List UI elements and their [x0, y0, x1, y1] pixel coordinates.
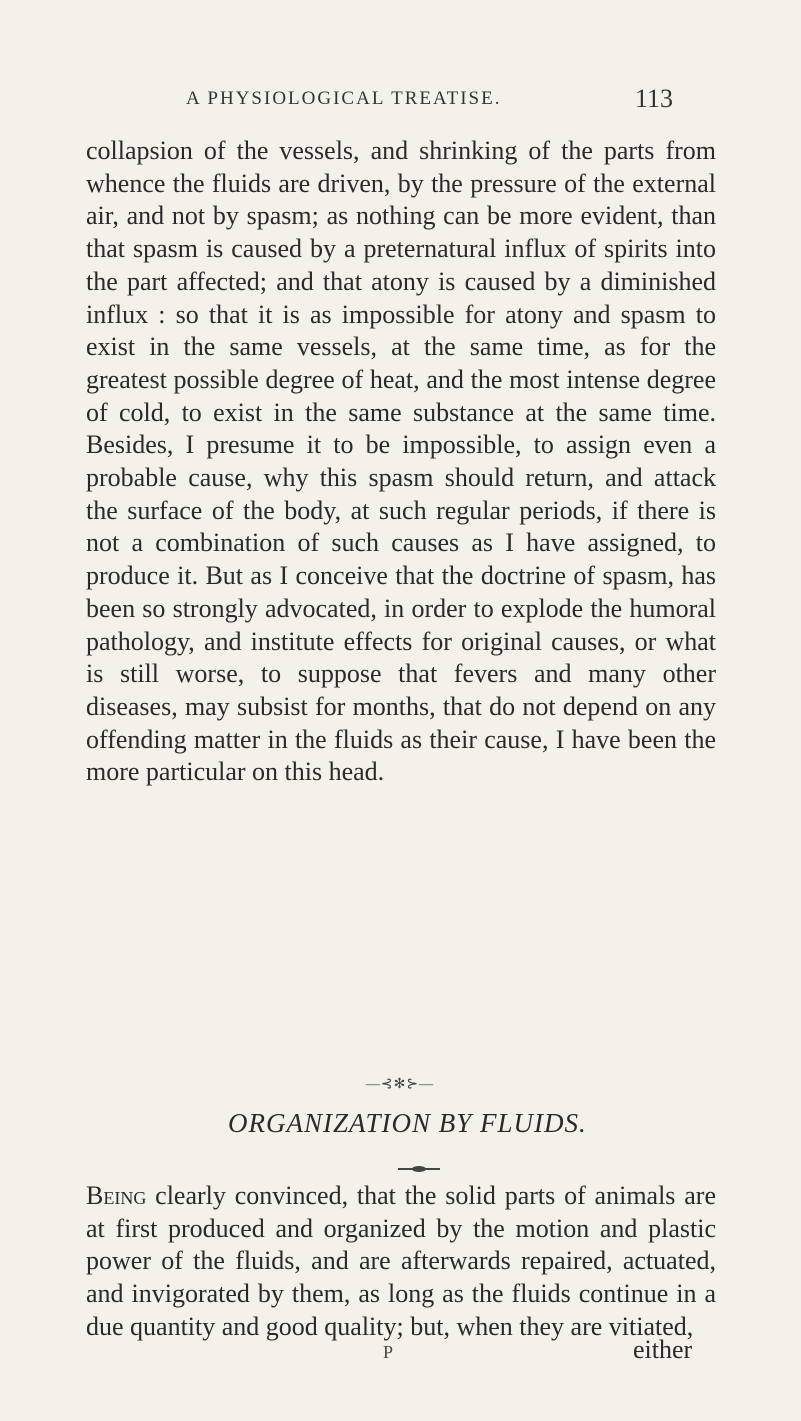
catchword: either — [633, 1335, 693, 1364]
page-number: 113 — [635, 84, 674, 113]
running-head: A PHYSIOLOGICAL TREATISE. — [186, 88, 502, 109]
main-paragraph: collapsion of the vessels, and shrinking of the parts from whence the fluids are driven, by the pressure of the external air, and not by spasm; as nothing can be more evident, than that spasm is caused by a preternatural influx of spirits into the part affected; and that atony is caused by a diminished influx : so that it is as impossible for atony and spasm to exist in the same vessels, at the same time, as for the greatest possible degree of heat, and the most intense degree of cold, to exist in the same substance at the same time. Besides, I presume it to be impossible, to assign even a probable cause, why this spasm should return, and attack the surface of the body, at such regular periods, if there is not a combination of such causes as I have assigned, to produce it. But as I conceive that the doctrine of spasm, has been so strongly advocated, in order to explode the humoral pathology, and institute effects for original causes, or what is still worse, to suppose that fevers and many other diseases, may subsist for months, that do not depend on any offending matter in the fluids as their cause, I have been the more particular on this head. — [86, 136, 716, 787]
section-paragraph — [86, 1180, 716, 1344]
title-rule — [398, 1168, 440, 1170]
section-ornament: —⊰✻⊱— — [365, 1077, 435, 1092]
section-text — [86, 1180, 716, 1344]
body-text — [86, 135, 716, 789]
section-paragraph-text: clearly convinced, that the solid parts of animals are at first produced and organized by the motion and plastic power of the fluids, and are afterwards repaired, actuated, and invigorated by them, as long as the fluids continue in a due quantity and good quality; but, when they are vitiated, — [86, 1181, 716, 1341]
signature-mark: P — [383, 1342, 394, 1362]
lead-word: Being — [86, 1181, 147, 1210]
section-title: ORGANIZATION BY FLUIDS. — [228, 1108, 587, 1138]
